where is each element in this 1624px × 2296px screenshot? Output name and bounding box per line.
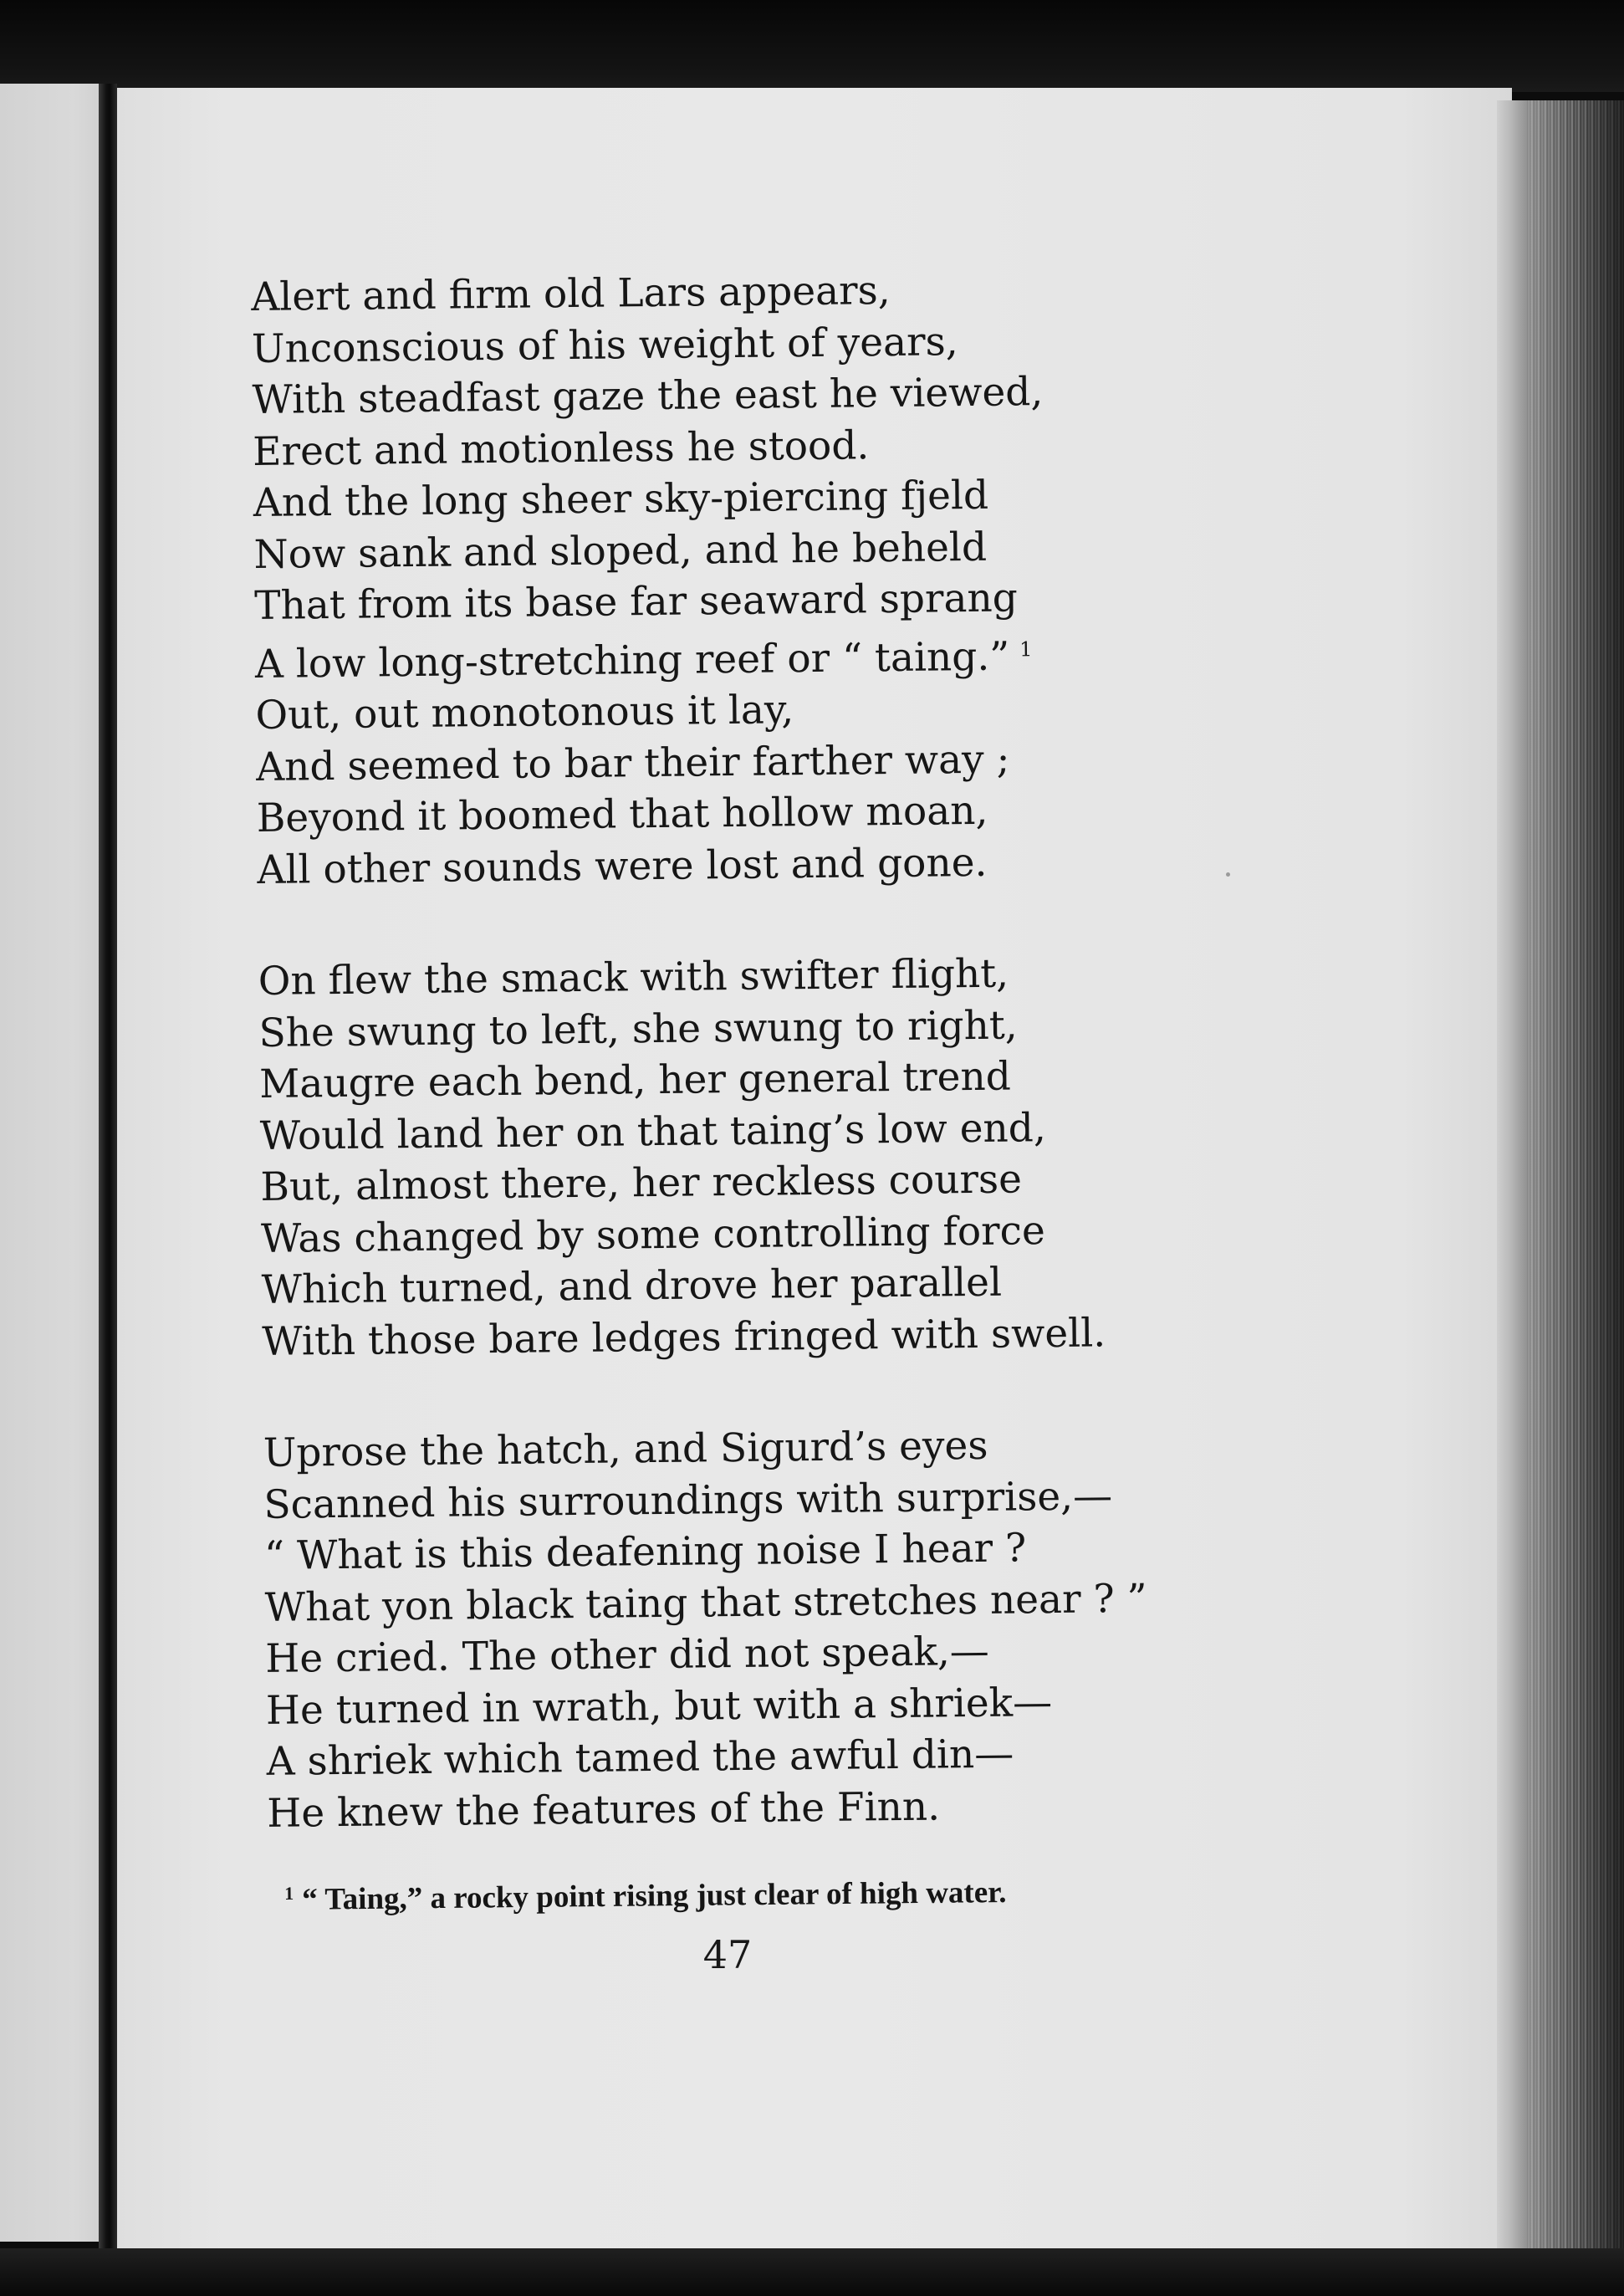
- stanza-2: [258, 945, 1266, 1368]
- poem-line: He turned in wrath, but with a shriek—: [265, 1679, 1053, 1734]
- poem-line: Maugre each bend, her general trend: [258, 1053, 1012, 1107]
- poem-line: But, almost there, her reckless course: [260, 1156, 1023, 1210]
- poem-line: Beyond it boomed that hollow moan,: [256, 787, 988, 841]
- poem-line: He cried. The other did not speak,—: [265, 1628, 990, 1682]
- footnote-text: “ Taing,” a rocky point rising just clear of high water.: [302, 1874, 1007, 1917]
- poem-line: She swung to left, she swung to right,: [258, 1001, 1018, 1056]
- poem-line: Scanned his surroundings with surprise,—: [263, 1472, 1113, 1528]
- poem-line: On flew the smack with swifter flight,: [258, 950, 1009, 1005]
- poem-line-text: A low long-stretching reef or “ taing.”: [254, 633, 1010, 688]
- poem-line: All other sounds were lost and gone.: [257, 839, 988, 893]
- book-gutter: [99, 84, 117, 2258]
- stanza-3: [263, 1417, 1270, 1839]
- footnote-reference: 1: [1019, 637, 1033, 661]
- page-stack-shading: [1527, 100, 1624, 2258]
- top-shadow: [0, 0, 1624, 92]
- poem-line: Was changed by some controlling force: [260, 1207, 1046, 1262]
- page-number: 47: [702, 1932, 753, 1977]
- poem-line: Uprose the hatch, and Sigurd’s eyes: [263, 1422, 988, 1476]
- poem-line: Alert and firm old Lars appears,: [251, 267, 891, 320]
- poem-line: With those bare ledges fringed with swell.: [262, 1309, 1106, 1365]
- poem-line: Would land her on that taing’s low end,: [259, 1104, 1047, 1159]
- stanza-1: [251, 261, 1261, 896]
- poem-line: Erect and motionless he stood.: [252, 422, 870, 475]
- poem-line: “ What is this deafening noise I hear ?: [263, 1525, 1027, 1579]
- poem-line: With steadfast gaze the east he viewed,: [252, 369, 1044, 423]
- poem-line: Which turned, and drove her parallel: [261, 1259, 1003, 1313]
- poem-line: A shriek which tamed the awful din—: [266, 1731, 1014, 1785]
- poem-line: And seemed to bar their farther way ;: [255, 736, 1010, 790]
- poem-line: He knew the features of the Finn.: [267, 1782, 941, 1837]
- left-page-edge: [0, 84, 105, 2242]
- bottom-shadow: [0, 2248, 1624, 2296]
- poem-line: What yon black taing that stretches near ? ”: [264, 1575, 1147, 1631]
- poem-text: [251, 261, 1271, 1838]
- page-right-edge: [1497, 100, 1530, 2250]
- poem-line: That from its base far seaward sprang: [253, 575, 1019, 629]
- footnote-mark: 1: [284, 1882, 294, 1904]
- poem-line-with-footnote: [255, 621, 1259, 690]
- poem-line: Out, out monotonous it lay,: [255, 687, 794, 739]
- poem-line: Now sank and sloped, and he beheld: [253, 524, 988, 578]
- poem-line: Unconscious of his weight of years,: [251, 318, 958, 372]
- poem-line: And the long sheer sky-piercing fjeld: [253, 472, 989, 526]
